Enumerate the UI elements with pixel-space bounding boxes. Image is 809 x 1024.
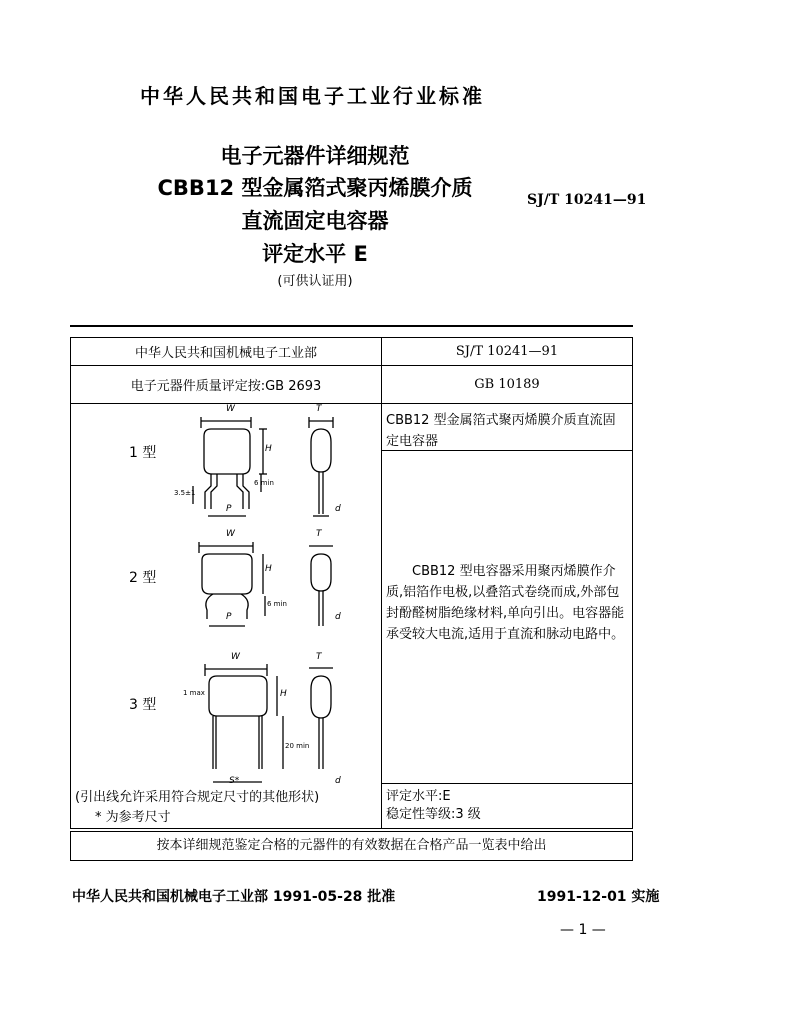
dim-6-2: 6 min <box>267 600 287 608</box>
type-2-label: 2 型 <box>129 570 157 586</box>
org-title: 中华人民共和国电子工业行业标准 <box>140 84 485 108</box>
title-line-1: 电子元器件详细规范 <box>220 144 410 168</box>
assessment-cell <box>382 784 633 829</box>
dim-h-3: H <box>280 689 287 699</box>
dim-p-1: P <box>226 504 232 514</box>
dim-1-3: 1 max <box>183 689 205 697</box>
product-title: CBB12 型金属箔式聚丙烯膜介质直流固定电容器 <box>382 404 632 451</box>
dim-w-2: W <box>226 529 235 539</box>
dim-w-1: W <box>226 404 235 414</box>
title-note: (可供认证用) <box>277 274 353 289</box>
dim-h-2: H <box>265 564 272 574</box>
dim-t-1: T <box>316 404 322 414</box>
dim-d-1: d <box>335 504 341 514</box>
standard-number: SJ/T 10241—91 <box>527 192 647 208</box>
type-3-drawing <box>205 664 333 782</box>
type-1-label: 1 型 <box>129 445 157 461</box>
quality-ref-text: 电子元器件质量评定按:GB 2693 <box>130 379 322 394</box>
product-description: CBB12 型电容器采用聚丙烯膜作介质,铝箔作电极,以叠箔式卷绕而成,外部包封酚醛树脂绝缘材料,单向引出。电容器能承受较大电流,适用于直流和脉动电路中。 <box>386 564 625 642</box>
dim-t-3: T <box>316 652 322 662</box>
dim-h-1: H <box>265 444 272 454</box>
dim-t-2: T <box>316 529 322 539</box>
dim-p-2: P <box>226 612 232 622</box>
title-line-3: 直流固定电容器 <box>241 209 389 233</box>
note-reference: * 为参考尺寸 <box>95 810 171 825</box>
dim-35: 3.5±1 <box>174 489 196 497</box>
note-lead-shape: (引出线允许采用符合规定尺寸的其他形状) <box>75 790 320 805</box>
dim-6-1: 6 min <box>254 479 274 487</box>
divider <box>70 325 633 327</box>
type-1-drawing <box>193 417 333 516</box>
gb-ref-cell <box>382 366 633 404</box>
eval-level: 评定水平:E <box>386 789 451 804</box>
ministry-cell <box>71 338 382 366</box>
gb-ref-text: GB 10189 <box>474 377 540 392</box>
title-line-4: 评定水平 E <box>262 242 368 266</box>
ministry-text: 中华人民共和国机械电子工业部 <box>134 346 317 361</box>
spec-number-text: SJ/T 10241—91 <box>455 344 559 359</box>
drawing-cell <box>71 404 382 829</box>
stability-class: 稳定性等级:3 级 <box>386 807 481 822</box>
capacitor-drawings <box>71 404 381 794</box>
dim-d-2: d <box>335 612 341 622</box>
dim-s-3: S* <box>229 776 240 786</box>
dim-d-3: d <box>335 776 341 786</box>
dim-20-3: 20 min <box>285 742 310 750</box>
dim-w-3: W <box>231 652 240 662</box>
implementation-date: 1991-12-01 实施 <box>537 889 660 905</box>
type-3-label: 3 型 <box>129 697 157 713</box>
spec-table <box>70 337 633 829</box>
page-number: — 1 — <box>560 922 606 938</box>
spec-number-cell <box>382 338 633 366</box>
description-cell <box>382 404 633 784</box>
type-2-drawing <box>199 542 333 626</box>
approval-line: 中华人民共和国机械电子工业部 1991-05-28 批准 <box>72 889 396 905</box>
title-line-2: CBB12 型金属箔式聚丙烯膜介质 <box>157 176 473 200</box>
quality-ref-cell <box>71 366 382 404</box>
qualified-list-note: 按本详细规范鉴定合格的元器件的有效数据在合格产品一览表中给出 <box>70 831 633 861</box>
